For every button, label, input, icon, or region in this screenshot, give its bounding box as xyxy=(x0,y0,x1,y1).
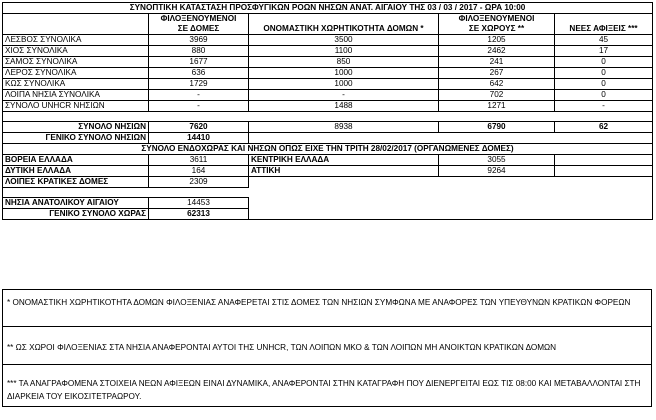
mainland-row-3 xyxy=(3,177,653,188)
island-row xyxy=(3,90,653,101)
grand-total-value: 14410 xyxy=(149,133,249,144)
islands-total-arrivals: 62 xyxy=(555,122,653,133)
col-hosted-structures-bottom: ΣΕ ΔΟΜΕΣ xyxy=(149,24,249,35)
island-name: ΣΑΜΟΣ ΣΥΝΟΛΙΚΑ xyxy=(3,57,149,68)
report-title: ΣΥΝΟΠΤΙΚΗ ΚΑΤΑΣΤΑΣΗ ΠΡΟΣΦΥΓΙΚΩΝ ΡΟΩΝ ΝΗΣΩΝ ΑΝΑΤ. ΑΙΓΑΙΟΥ ΤΗΣ 03 / 03 / 2017 - ΩΡΑ 10:00 xyxy=(3,3,653,14)
island-places: 702 xyxy=(439,90,555,101)
island-arrivals: 0 xyxy=(555,79,653,90)
island-places: 1271 xyxy=(439,101,555,112)
attica-label: ΑΤΤΙΚΗ xyxy=(249,166,439,177)
island-capacity: - xyxy=(249,90,439,101)
island-arrivals: 45 xyxy=(555,35,653,46)
island-name: ΣΥΝΟΛΟ UNHCR ΝΗΣΙΩΝ xyxy=(3,101,149,112)
island-name: ΛΕΣΒΟΣ ΣΥΝΟΛΙΚΑ xyxy=(3,35,149,46)
country-total-label: ΓΕΝΙΚΟ ΣΥΝΟΛΟ ΧΩΡΑΣ xyxy=(3,209,149,220)
spacer-row xyxy=(3,188,653,198)
mainland-title-row xyxy=(3,144,653,155)
island-row xyxy=(3,46,653,57)
west-greece-label: ΔΥΤΙΚΗ ΕΛΛΑΔΑ xyxy=(3,166,149,177)
west-greece-value: 164 xyxy=(149,166,249,177)
spacer-row xyxy=(3,112,653,122)
attica-value: 9264 xyxy=(439,166,555,177)
other-structures-value: 2309 xyxy=(149,177,249,188)
header-row-1 xyxy=(3,14,653,25)
island-capacity: 850 xyxy=(249,57,439,68)
central-greece-value: 3055 xyxy=(439,155,555,166)
islands-total-structures: 7620 xyxy=(149,122,249,133)
island-structures: 3969 xyxy=(149,35,249,46)
country-total-value: 62313 xyxy=(149,209,249,220)
central-greece-label: ΚΕΝΤΡΙΚΗ ΕΛΛΑΔΑ xyxy=(249,155,439,166)
footnote-capacity: * ΟΝΟΜΑΣΤΙΚΗ ΧΩΡΗΤΙΚΟΤΗΤΑ ΔΟΜΩΝ ΦΙΛΟΞΕΝΙΑΣ ΑΝΑΦΕΡΕΤΑΙ ΣΤΙΣ ΔΟΜΕΣ ΤΩΝ ΝΗΣΙΩΝ ΣΥΜΦΩΝΑ ΜΕ ΑΝΑΦΟΡΕΣ ΤΩΝ ΥΠΕΥΘΥΝΩΝ ΚΡΑΤΙΚΩΝ ΦΟΡΕΩΝ xyxy=(2,289,652,327)
island-row xyxy=(3,79,653,90)
title-row xyxy=(3,3,653,14)
island-row xyxy=(3,57,653,68)
islands-total-places: 6790 xyxy=(439,122,555,133)
report-table xyxy=(2,2,653,220)
col-new-arrivals: ΝΕΕΣ ΑΦΙΞΕΙΣ *** xyxy=(555,24,653,35)
col-hosted-structures-top: ΦΙΛΟΞΕΝΟΥΜΕΝΟΙ xyxy=(149,14,249,25)
col-capacity: ΟΝΟΜΑΣΤΙΚΗ ΧΩΡΗΤΙΚΟΤΗΤΑ ΔΟΜΩΝ * xyxy=(249,24,439,35)
other-structures-label: ΛΟΙΠΕΣ ΚΡΑΤΙΚΕΣ ΔΟΜΕΣ xyxy=(3,177,149,188)
mainland-title: ΣΥΝΟΛΟ ΕΝΔΟΧΩΡΑΣ ΚΑΙ ΝΗΣΩΝ ΟΠΩΣ ΕΙΧΕ ΤΗΝ ΤΡΙΤΗ 28/02/2017 (ΟΡΓΑΝΩΜΕΝΕΣ ΔΟΜΕΣ) xyxy=(3,144,653,155)
island-name: ΛΕΡΟΣ ΣΥΝΟΛΙΚΑ xyxy=(3,68,149,79)
island-row xyxy=(3,35,653,46)
island-structures: - xyxy=(149,90,249,101)
mainland-row-2 xyxy=(3,166,653,177)
footnote-new-arrivals: *** ΤΑ ΑΝΑΓΡΑΦΟΜΕΝΑ ΣΤΟΙΧΕΙΑ ΝΕΩΝ ΑΦΙΞΕΩΝ ΕΙΝΑΙ ΔΥΝΑΜΙΚΑ, ΑΝΑΦΕΡΟΝΤΑΙ ΣΤΗΝ ΚΑΤΑΓΡΑΦΗ ΠΟΥ ΔΙΕΝΕΡΓΕΙΤΑΙ ΕΩΣ ΤΙΣ 08:00 ΚΑΙ ΜΕΤΑΒΑΛΛΟΝΤΑΙ ΣΤΗ ΔΙΑΡΚΕΙΑ ΤΟΥ ΕΙΚΟΣΙΤΕΤΡΑΩΡΟΥ. xyxy=(2,365,652,407)
island-arrivals: - xyxy=(555,101,653,112)
aegean-islands-value: 14453 xyxy=(149,198,249,209)
islands-total-row xyxy=(3,122,653,133)
island-places: 2462 xyxy=(439,46,555,57)
footnote-hosting-places: ** ΩΣ ΧΩΡΟΙ ΦΙΛΟΞΕΝΙΑΣ ΣΤΑ ΝΗΣΙΑ ΑΝΑΦΕΡΟΝΤΑΙ ΑΥΤΟΙ ΤΗΣ UNHCR, ΤΩΝ ΛΟΙΠΩΝ ΜΚΟ & ΤΩΝ ΛΟΙΠΩΝ ΜΗ ΑΝΟΙΚΤΩΝ ΚΡΑΤΙΚΩΝ ΔΟΜΩΝ xyxy=(2,327,652,365)
col-hosted-places-top: ΦΙΛΟΞΕΝΟΥΜΕΝΟΙ xyxy=(439,14,555,25)
island-capacity: 1488 xyxy=(249,101,439,112)
island-places: 241 xyxy=(439,57,555,68)
island-capacity: 3500 xyxy=(249,35,439,46)
island-structures: 1677 xyxy=(149,57,249,68)
islands-total-capacity: 8938 xyxy=(249,122,439,133)
island-capacity: 1100 xyxy=(249,46,439,57)
islands-total-label: ΣΥΝΟΛΟ ΝΗΣΙΩΝ xyxy=(3,122,149,133)
north-greece-value: 3611 xyxy=(149,155,249,166)
north-greece-label: ΒΟΡΕΙΑ ΕΛΛΑΔΑ xyxy=(3,155,149,166)
island-arrivals: 0 xyxy=(555,90,653,101)
country-total-row xyxy=(3,209,653,220)
island-row xyxy=(3,101,653,112)
aegean-islands-label: ΝΗΣΙΑ ΑΝΑΤΟΛΙΚΟΥ ΑΙΓΑΙΟΥ xyxy=(3,198,149,209)
mainland-row-1 xyxy=(3,155,653,166)
island-name: ΚΩΣ ΣΥΝΟΛΙΚΑ xyxy=(3,79,149,90)
island-capacity: 1000 xyxy=(249,79,439,90)
aegean-row xyxy=(3,198,653,209)
island-arrivals: 17 xyxy=(555,46,653,57)
island-structures: 1729 xyxy=(149,79,249,90)
island-structures: 636 xyxy=(149,68,249,79)
island-places: 642 xyxy=(439,79,555,90)
island-name: ΛΟΙΠΑ ΝΗΣΙΑ ΣΥΝΟΛΙΚΑ xyxy=(3,90,149,101)
island-arrivals: 0 xyxy=(555,57,653,68)
island-row xyxy=(3,68,653,79)
grand-total-label: ΓΕΝΙΚΟ ΣΥΝΟΛΟ ΝΗΣΙΩΝ xyxy=(3,133,149,144)
island-structures: 880 xyxy=(149,46,249,57)
island-places: 1205 xyxy=(439,35,555,46)
header-row-2 xyxy=(3,24,653,35)
col-hosted-places-bottom: ΣΕ ΧΩΡΟΥΣ ** xyxy=(439,24,555,35)
refugee-flows-report xyxy=(2,2,652,220)
island-structures: - xyxy=(149,101,249,112)
island-name: ΧΙΟΣ ΣΥΝΟΛΙΚΑ xyxy=(3,46,149,57)
island-places: 267 xyxy=(439,68,555,79)
islands-grand-total-row xyxy=(3,133,653,144)
island-arrivals: 0 xyxy=(555,68,653,79)
island-capacity: 1000 xyxy=(249,68,439,79)
